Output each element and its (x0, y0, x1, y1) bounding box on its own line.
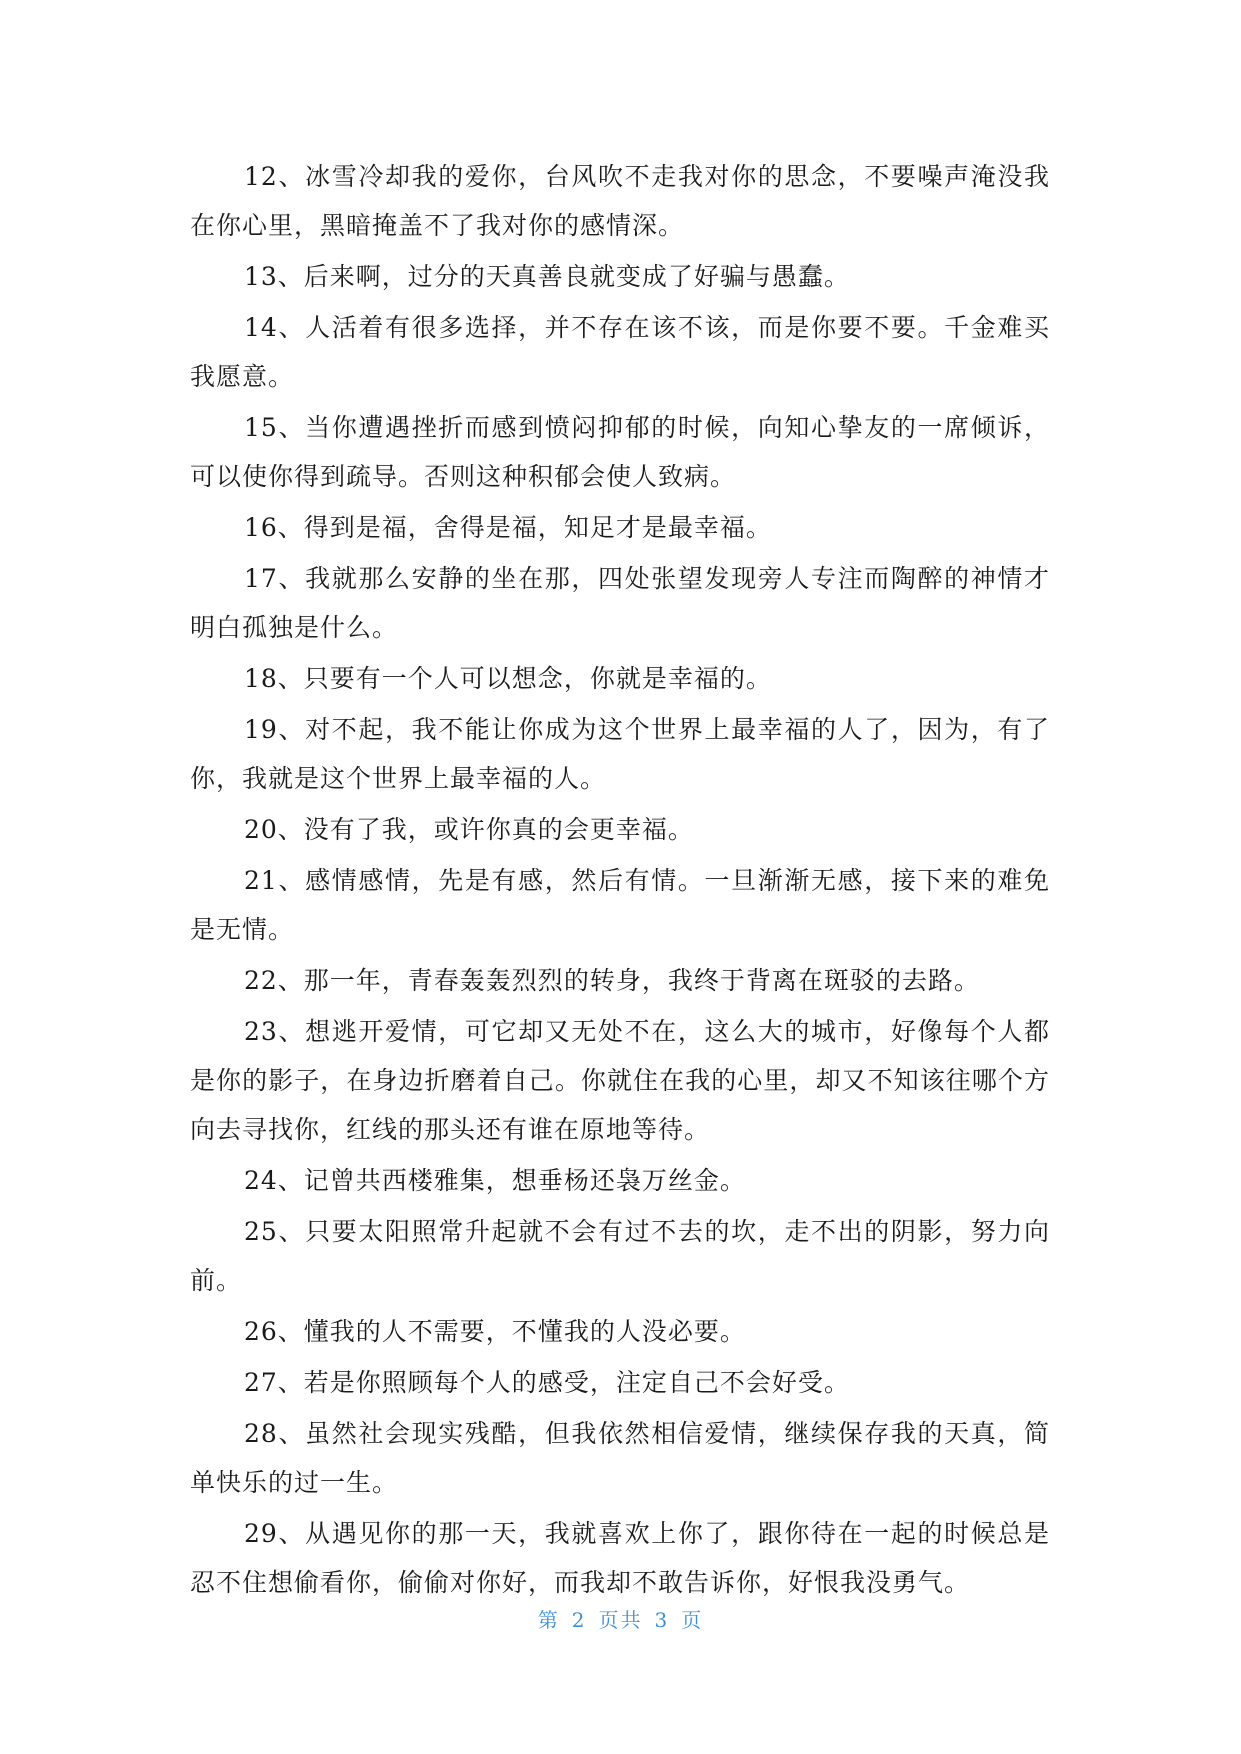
paragraph-15: 15、当你遭遇挫折而感到愤闷抑郁的时候，向知心挚友的一席倾诉，可以使你得到疏导。否则这种积郁会使人致病。 (190, 413, 1050, 491)
paragraph-29: 29、从遇见你的那一天，我就喜欢上你了，跟你待在一起的时候总是忍不住想偷看你，偷偷对你好，而我却不敢告诉你，好恨我没勇气。 (190, 1519, 1050, 1597)
footer-suffix: 页 (681, 1608, 704, 1632)
paragraph-17: 17、我就那么安静的坐在那，四处张望发现旁人专注而陶醉的神情才明白孤独是什么。 (190, 564, 1050, 642)
paragraph-24: 24、记曾共西楼雅集，想垂杨还袅万丝金。 (244, 1166, 746, 1195)
paragraph-19: 19、对不起，我不能让你成为这个世界上最幸福的人了，因为，有了你，我就是这个世界上最幸福的人。 (190, 715, 1050, 793)
paragraph-18: 18、只要有一个人可以想念，你就是幸福的。 (244, 664, 772, 693)
paragraph-20: 20、没有了我，或许你真的会更幸福。 (244, 815, 694, 844)
footer-current-page: 2 (571, 1608, 587, 1632)
paragraph-16: 16、得到是福，舍得是福，知足才是最幸福。 (244, 513, 772, 542)
footer-middle: 页共 (598, 1608, 643, 1632)
paragraph-13: 13、后来啊，过分的天真善良就变成了好骗与愚蠢。 (244, 262, 850, 291)
paragraph-28: 28、虽然社会现实残酷，但我依然相信爱情，继续保存我的天真，简单快乐的过一生。 (190, 1419, 1050, 1497)
paragraph-22: 22、那一年，青春轰轰烈烈的转身，我终于背离在斑驳的去路。 (244, 966, 980, 995)
page-content (190, 152, 1050, 1609)
footer-total-pages: 3 (654, 1608, 670, 1632)
paragraph-23: 23、想逃开爱情，可它却又无处不在，这么大的城市，好像每个人都是你的影子，在身边折磨着自己。你就住在我的心里，却又不知该往哪个方向去寻找你，红线的那头还有谁在原地等待。 (190, 1017, 1050, 1144)
paragraph-26: 26、懂我的人不需要，不懂我的人没必要。 (244, 1317, 746, 1346)
footer-prefix: 第 (537, 1608, 560, 1632)
paragraph-21: 21、感情感情，先是有感，然后有情。一旦渐渐无感，接下来的难免是无情。 (190, 866, 1050, 944)
paragraph-27: 27、若是你照顾每个人的感受，注定自己不会好受。 (244, 1368, 850, 1397)
paragraph-25: 25、只要太阳照常升起就不会有过不去的坎，走不出的阴影，努力向前。 (190, 1217, 1050, 1295)
paragraph-14: 14、人活着有很多选择，并不存在该不该，而是你要不要。千金难买我愿意。 (190, 313, 1050, 391)
page-footer (0, 1604, 1241, 1633)
paragraph-12: 12、冰雪冷却我的爱你，台风吹不走我对你的思念，不要噪声淹没我在你心里，黑暗掩盖不了我对你的感情深。 (190, 162, 1050, 240)
